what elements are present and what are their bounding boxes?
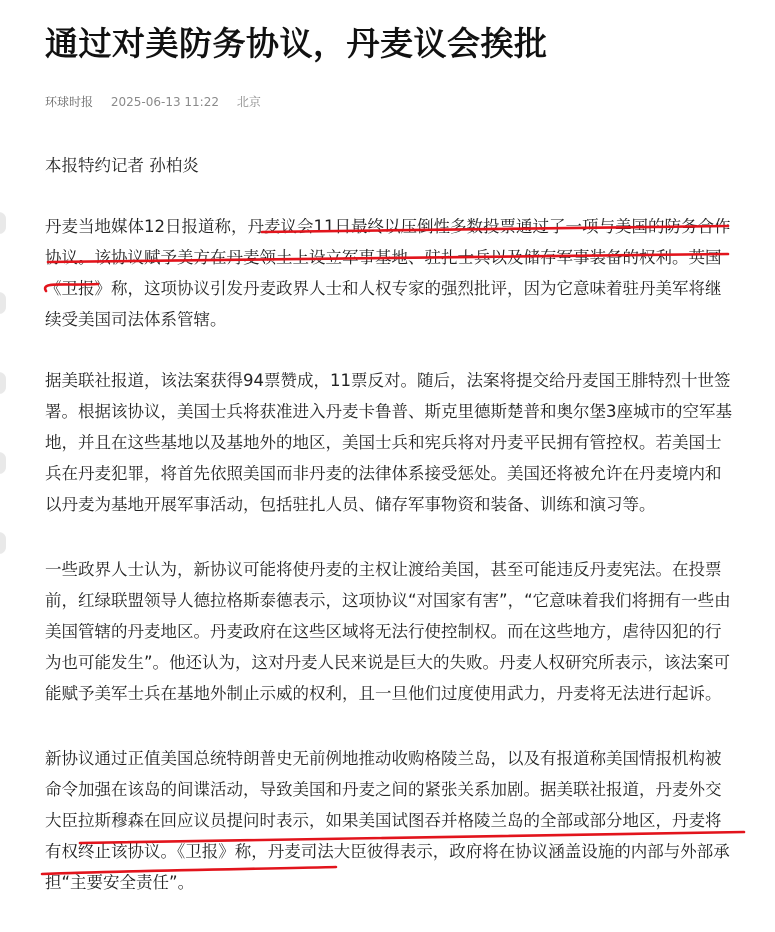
byline: 本报特约记者 孙柏炎: [45, 156, 199, 175]
side-tool-dot: [0, 212, 6, 234]
side-tool-dot: [0, 372, 6, 394]
side-tool-dot: [0, 532, 6, 554]
paragraph: 据美联社报道，该法案获得94票赞成，11票反对。随后，法案将提交给丹麦国王腓特烈十世签署。根据该协议，美国士兵将获准进入丹麦卡鲁普、斯克里德斯楚普和奥尔堡3座城市的空军基地，并且在这些基地以及基地外的地区，美国士兵和宪兵将对丹麦平民拥有管控权。若美国士兵在丹麦犯罪，将首先依照美国而非丹麦的法律体系接受惩处。美国还将被允许在丹麦境内和以丹麦为基地开展军事活动，包括驻扎人员、储存军事物资和装备、训练和演习等。: [45, 371, 732, 514]
article-body: [45, 150, 735, 932]
side-tool-dot: [0, 452, 6, 474]
paragraph: 丹麦当地媒体12日报道称，丹麦议会11日最终以压倒性多数投票通过了一项与美国的防务合作协议。该协议赋予美方在丹麦领土上设立军事基地、驻扎士兵以及储存军事装备的权利。英国《卫报》称，这项协议引发丹麦政界人士和人权专家的强烈批评，因为它意味着驻丹美军将继续受美国司法体系管辖。: [45, 217, 731, 329]
paragraph: 新协议通过正值美国总统特朗普史无前例地推动收购格陵兰岛，以及有报道称美国情报机构被命令加强在该岛的间谍活动，导致美国和丹麦之间的紧张关系加剧。据美联社报道，丹麦外交大臣拉斯穆森在回应议员提问时表示，如果美国试图吞并格陵兰岛的全部或部分地区，丹麦将有权终止该协议。《卫报》称，丹麦司法大臣彼得表示，政府将在协议涵盖设施的内部与外部承担“主要安全责任”。: [45, 749, 730, 892]
location-label: 北京: [236, 95, 261, 109]
publish-datetime: 2025-06-13 11:22: [110, 95, 219, 109]
side-tool-dot: [0, 292, 6, 314]
article-meta: [45, 93, 275, 110]
paragraph: 一些政界人士认为，新协议可能将使丹麦的主权让渡给美国，甚至可能违反丹麦宪法。在投票前，红绿联盟领导人德拉格斯泰德表示，这项协议“对国家有害”，“它意味着我们将拥有一些由美国管辖的丹麦地区。丹麦政府在这些区域将无法行使控制权。而在这些地方，虐待囚犯的行为也可能发生”。他还认为，这对丹麦人民来说是巨大的失败。丹麦人权研究所表示，该法案可能赋予美军士兵在基地外制止示威的权利，且一旦他们过度使用武力，丹麦将无法进行起诉。: [45, 560, 731, 703]
article-title: 通过对美防务协议，丹麦议会挨批: [45, 24, 548, 63]
source-link[interactable]: 环球时报: [45, 95, 94, 109]
